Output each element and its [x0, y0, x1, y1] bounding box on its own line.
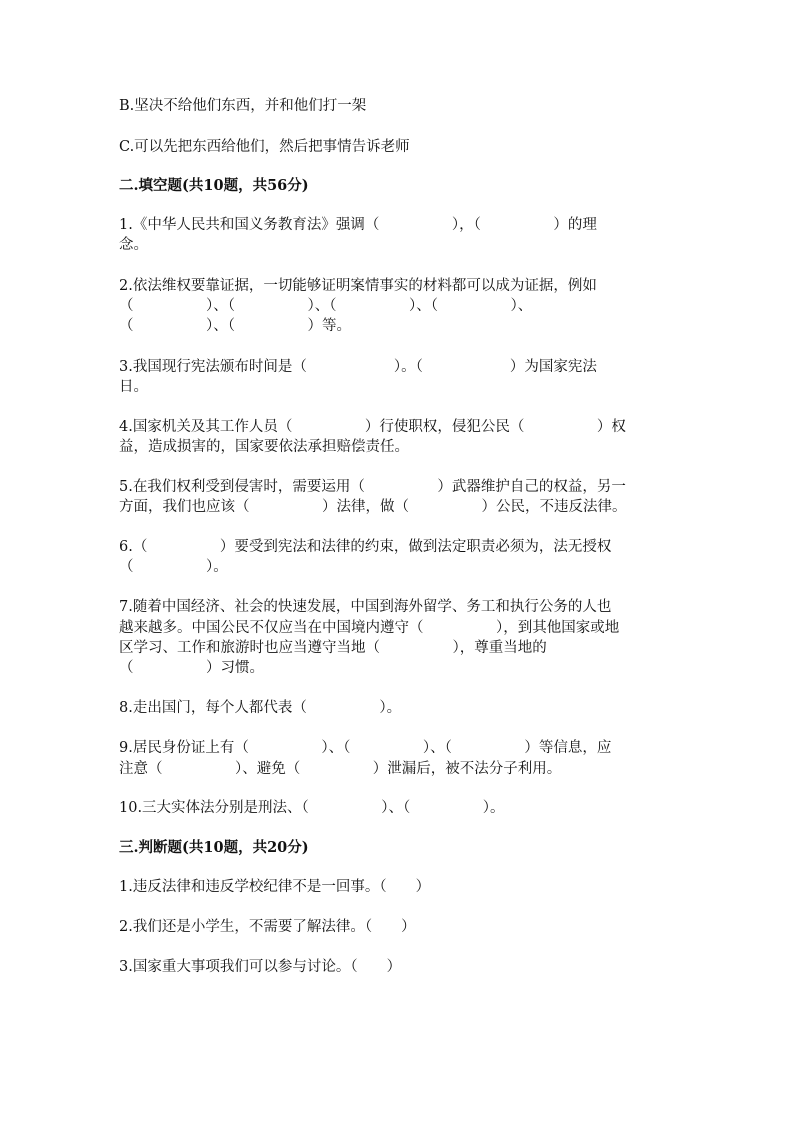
- question-line: 念。: [119, 237, 148, 253]
- question-line: 6.（ ）要受到宪法和法律的约束，做到法定职责必须为，法无授权: [119, 539, 612, 555]
- question-line: 10.三大实体法分别是刑法、（ ）、（ ）。: [119, 800, 505, 816]
- section-title-judgement: 三.判断题(共10题，共20分): [119, 839, 309, 856]
- question-line: 3.我国现行宪法颁布时间是（ ）。（ ）为国家宪法: [119, 359, 597, 375]
- section-title-fill-in: 二.填空题(共10题，共56分): [119, 177, 309, 194]
- question-line: 注意（ ）、避免（ ）泄漏后，被不法分子利用。: [119, 761, 562, 777]
- question-line: 8.走出国门，每个人都代表（ ）。: [119, 700, 402, 716]
- question-line: 益，造成损害的，国家要依法承担赔偿责任。: [119, 439, 409, 455]
- question-line: （ ）习惯。: [119, 660, 264, 676]
- question-line: 区学习、工作和旅游时也应当遵守当地（ ），尊重当地的: [119, 640, 547, 656]
- question-line: 越来越多。中国公民不仅应当在中国境内遵守（ ），到其他国家或地: [119, 620, 620, 636]
- question-line: 日。: [119, 379, 148, 395]
- question-line: （ ）、（ ）等。: [119, 318, 351, 334]
- question-line: 5.在我们权利受到侵害时，需要运用（ ）武器维护自己的权益，另一: [119, 479, 626, 495]
- question-line: 9.居民身份证上有（ ）、（ ）、（ ）等信息，应: [119, 740, 612, 756]
- question-line: 2.依法维权要靠证据，一切能够证明案情事实的材料都可以成为证据，例如: [119, 278, 597, 294]
- question-line: 1.《中华人民共和国义务教育法》强调（ ），（ ）的理: [119, 217, 597, 233]
- option-b: B.坚决不给他们东西，并和他们打一架: [119, 98, 367, 114]
- question-line: （ ）、（ ）、（ ）、（ ）、: [119, 298, 533, 314]
- question-line: 2.我们还是小学生，不需要了解法律。（ ）: [119, 919, 416, 935]
- question-line: 7.随着中国经济、社会的快速发展，中国到海外留学、务工和执行公务的人也: [119, 599, 612, 615]
- question-line: 4.国家机关及其工作人员（ ）行使职权，侵犯公民（ ）权: [119, 419, 626, 435]
- question-line: （ ）。: [119, 559, 228, 575]
- question-line: 1.违反法律和违反学校纪律不是一回事。（ ）: [119, 879, 431, 895]
- question-line: 方面，我们也应该（ ）法律，做（ ）公民，不违反法律。: [119, 499, 627, 515]
- option-c: C.可以先把东西给他们，然后把事情告诉老师: [119, 139, 410, 155]
- question-line: 3.国家重大事项我们可以参与讨论。（ ）: [119, 959, 402, 975]
